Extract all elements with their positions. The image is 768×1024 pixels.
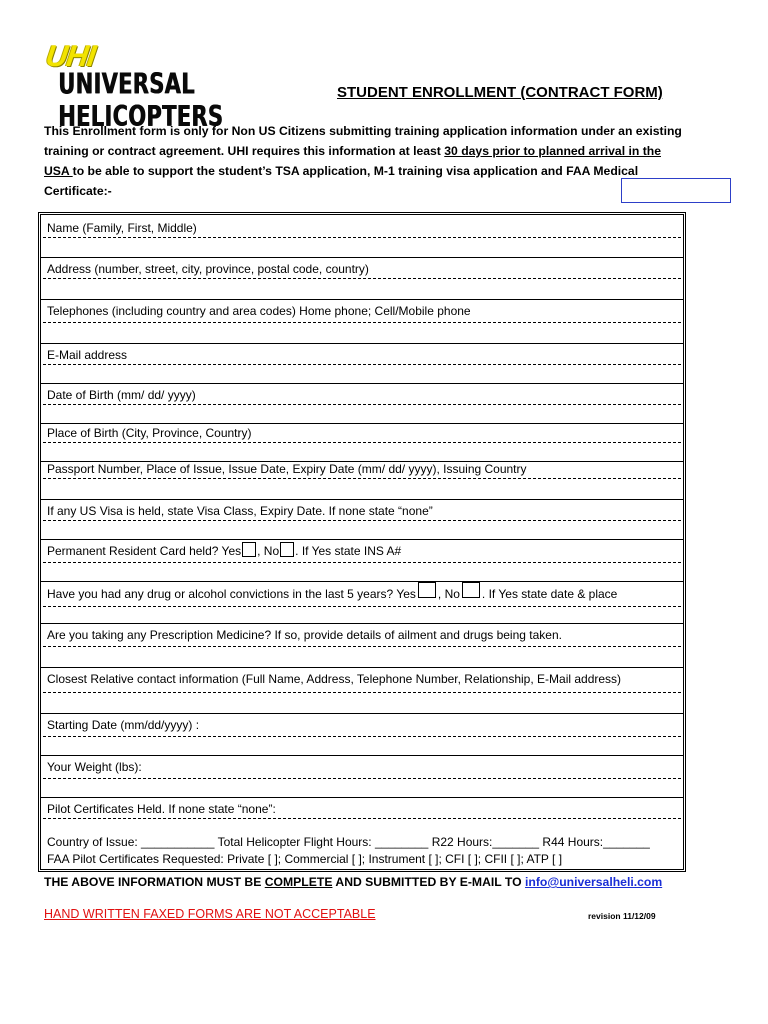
email-link[interactable]: info@universalheli.com xyxy=(524,875,663,889)
dashed-divider xyxy=(43,442,681,443)
field-label xyxy=(47,544,401,559)
field-label: If any US Visa is held, state Visa Class, Expiry Date. If none state “none” xyxy=(47,504,433,518)
field-label: Name (Family, First, Middle) xyxy=(47,221,197,235)
field-telephones[interactable] xyxy=(41,299,683,343)
field-passport[interactable] xyxy=(41,461,683,499)
field-label-part: Have you had any drug or alcohol convictions in the last 5 years? Yes xyxy=(47,587,416,602)
field-email[interactable] xyxy=(41,343,683,383)
intro-text-2: to be able to support the student’s TSA application, M-1 training visa application and FAA Medical Certificate:- xyxy=(44,164,639,198)
field-starting-date[interactable] xyxy=(41,713,683,755)
dashed-divider xyxy=(43,646,681,647)
dashed-divider xyxy=(43,606,681,607)
office-use-box[interactable] xyxy=(621,178,731,203)
field-address[interactable] xyxy=(41,257,683,299)
logo-mark: UHI xyxy=(43,40,98,73)
field-label: Pilot Certificates Held. If none state “none”: xyxy=(47,802,276,816)
footer-text-1: THE ABOVE INFORMATION MUST BE xyxy=(44,875,265,889)
dashed-divider xyxy=(43,692,681,693)
field-closest-relative[interactable] xyxy=(41,667,683,713)
dashed-divider xyxy=(43,520,681,521)
intro-underlined: 30 days prior to planned arrival in the USA xyxy=(44,144,661,178)
dashed-divider xyxy=(43,278,681,279)
field-label: Your Weight (lbs): xyxy=(47,760,142,774)
field-pilot-certificates[interactable] xyxy=(41,797,683,869)
field-convictions[interactable] xyxy=(41,581,683,623)
field-label: Starting Date (mm/dd/yyyy) : xyxy=(47,718,200,732)
field-label xyxy=(47,587,617,603)
footer-complete: COMPLETE xyxy=(264,875,333,889)
dashed-divider xyxy=(43,322,681,323)
field-label: Date of Birth (mm/ dd/ yyyy) xyxy=(47,388,196,402)
field-label: Telephones (including country and area codes) Home phone; Cell/Mobile phone xyxy=(47,304,471,318)
field-label-part: Permanent Resident Card held? Yes xyxy=(47,544,242,558)
submission-instructions xyxy=(44,875,662,889)
dashed-divider xyxy=(43,818,681,819)
field-label-part: . If Yes state date & place xyxy=(481,587,618,602)
field-label: Are you taking any Prescription Medicine? If so, provide details of ailment and drugs being taken. xyxy=(47,628,562,642)
yes-checkbox[interactable] xyxy=(242,542,256,557)
yes-checkbox[interactable] xyxy=(418,582,436,598)
dashed-divider xyxy=(43,404,681,405)
company-logo xyxy=(43,40,314,133)
faxed-forms-warning: HAND WRITTEN FAXED FORMS ARE NOT ACCEPTABLE xyxy=(44,907,376,921)
field-name[interactable] xyxy=(41,215,683,257)
revision-date: revision 11/12/09 xyxy=(588,911,656,921)
field-label: Closest Relative contact information (Full Name, Address, Telephone Number, Relationship, E-Mail address) xyxy=(47,672,622,686)
field-prescription[interactable] xyxy=(41,623,683,667)
dashed-divider xyxy=(43,237,681,238)
field-permanent-resident[interactable] xyxy=(41,539,683,581)
faa-certificates-line: FAA Pilot Certificates Requested: Private [ ]; Commercial [ ]; Instrument [ ]; CFI [ ]; CFII [ ]; ATP [ ] xyxy=(47,852,563,866)
logo-name: UNIVERSAL HELICOPTERS xyxy=(58,68,224,133)
enrollment-form-table xyxy=(38,212,686,872)
form-title: STUDENT ENROLLMENT (CONTRACT FORM) xyxy=(337,84,663,101)
dashed-divider xyxy=(43,478,681,479)
field-label: Passport Number, Place of Issue, Issue Date, Expiry Date (mm/ dd/ yyyy), Issuing Country xyxy=(47,462,527,476)
dashed-divider xyxy=(43,778,681,779)
field-label-part: . If Yes state INS A# xyxy=(295,544,402,558)
field-us-visa[interactable] xyxy=(41,499,683,539)
field-label: Address (number, street, city, province, postal code, country) xyxy=(47,262,369,276)
field-label-part: , No xyxy=(257,544,280,558)
field-date-of-birth[interactable] xyxy=(41,383,683,423)
no-checkbox[interactable] xyxy=(280,542,294,557)
field-label: Place of Birth (City, Province, Country) xyxy=(47,426,252,440)
intro-text-1: This Enrollment form is only for Non US Citizens submitting training application information under an existing training or contract agreement. UHI requires this information at least xyxy=(44,124,682,158)
dashed-divider xyxy=(43,562,681,563)
field-place-of-birth[interactable] xyxy=(41,423,683,461)
pilot-hours-line: Country of Issue: ___________ Total Helicopter Flight Hours: ________ R22 Hours:_______ R44 Hours:_______ xyxy=(47,835,650,849)
field-label-part: , No xyxy=(437,587,460,602)
dashed-divider xyxy=(43,736,681,737)
field-weight[interactable] xyxy=(41,755,683,797)
field-label: E-Mail address xyxy=(47,348,128,362)
footer-text-2: AND SUBMITTED BY E-MAIL TO xyxy=(332,875,525,889)
dashed-divider xyxy=(43,364,681,365)
no-checkbox[interactable] xyxy=(462,582,480,598)
intro-paragraph xyxy=(44,121,684,201)
